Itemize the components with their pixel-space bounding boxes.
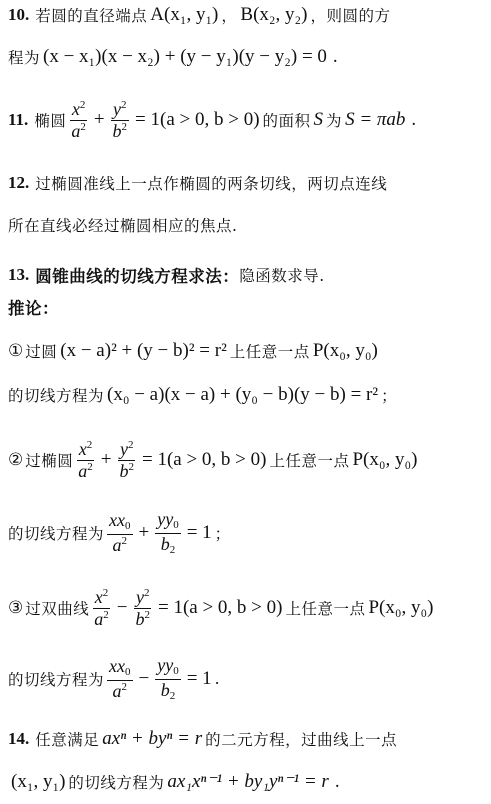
text: 的二元方程，过曲线上一点 (205, 731, 398, 749)
fraction-y2-b2: $\frac{y^2}{b^2}$ (135, 587, 150, 629)
item-number: 10. (8, 5, 30, 24)
point-x1-y1: (x₁, y₁) (11, 770, 66, 792)
fraction-yy0-b2: $\frac{yy_0}{b_2}$ (157, 509, 179, 556)
text: 任意满足 (35, 731, 100, 749)
fraction-yy0-b2: $\frac{yy_0}{b_2}$ (157, 655, 179, 702)
conclusion-label: 推论： (8, 299, 59, 318)
circle-equation: (x − x₁)(x − x₂) + (y − y₁)(y − y₂) = 0 (43, 46, 327, 67)
item-10-line-2 (8, 46, 485, 68)
equation-rhs: = 1 (186, 522, 212, 544)
equation-rhs: = 1 (186, 668, 212, 690)
text: 上任意一点 (285, 600, 366, 619)
punct: . (214, 670, 221, 689)
corollary-1-line-2 (8, 384, 485, 406)
circled-number: ① (8, 341, 24, 361)
corollary-3-line-2: 的切线方程为 $\frac{xx_0}{a^2}$ − $\frac{yy_0}{b_2}$ = 1 . (8, 655, 221, 702)
ellipse-condition: = 1(a > 0, b > 0) (135, 109, 260, 131)
item-number: 14. (8, 729, 30, 748)
text: 椭圆 (34, 112, 67, 131)
item-14-line-1 (8, 728, 485, 750)
ellipse-condition: = 1(a > 0, b > 0) (141, 449, 267, 471)
text: 过椭圆 (25, 452, 74, 471)
text: 所在直线必经过椭圆相应的焦点. (8, 217, 238, 235)
binary-equation: axⁿ + byⁿ = r (102, 728, 203, 749)
item-number: 11. (8, 110, 29, 130)
item-10-line-1 (8, 4, 485, 26)
item-13-title (8, 263, 485, 287)
item-12-line-2 (8, 214, 485, 236)
point-b: B(x₂, y₂) (240, 4, 308, 25)
text: 上任意一点 (269, 452, 350, 471)
item-number: 13. (8, 265, 30, 284)
punct: ； (381, 387, 398, 405)
punct: . (334, 770, 340, 792)
tangent-equation: (x₀ − a)(x − a) + (y₀ − b)(y − b) = r² (107, 384, 379, 405)
text: 若圆的直径端点 (35, 7, 148, 25)
point-p: P(x₀, y₀) (352, 449, 418, 471)
area-formula: S = πab (345, 109, 406, 131)
punct: ； (214, 525, 231, 544)
item-number: 12. (8, 173, 30, 192)
point-p: P(x₀, y₀) (368, 597, 434, 619)
circled-number: ② (8, 450, 24, 471)
corollary-2-line-2: 的切线方程为 $\frac{xx_0}{a^2}$ + $\frac{yy_0}{b_2}$ = 1 ； (8, 509, 231, 556)
text: 上任意一点 (229, 343, 310, 361)
fraction-x2-a2: $\frac{x^2}{a^2}$ (94, 587, 109, 629)
fraction-y2-b2: $\frac{y^2}{b^2}$ (112, 99, 128, 141)
fraction-x2-a2: $\frac{x^2}{a^2}$ (71, 99, 86, 141)
text: 的切线方程为 (8, 671, 105, 690)
text: 的切线方程为 (8, 525, 105, 544)
tangent-equation: ax₁xⁿ⁻¹ + by₁yⁿ⁻¹ = r (167, 771, 329, 792)
text: 过圆 (25, 343, 58, 361)
text: 程为 (8, 49, 41, 67)
text: 过椭圆准线上一点作椭圆的两条切线，两切点连线 (35, 175, 388, 193)
corollary-1-line-1 (8, 340, 485, 362)
text: ， (221, 7, 238, 25)
item-14-line-2 (8, 770, 485, 793)
punct: . (332, 46, 338, 67)
text: 的切线方程为 (68, 773, 165, 792)
text: 为 (326, 112, 343, 131)
hyperbola-condition: = 1(a > 0, b > 0) (157, 597, 283, 619)
punct: . (411, 109, 417, 131)
item-12-line-1 (8, 172, 485, 194)
text: 隐函数求导. (239, 267, 325, 285)
section-title: 圆锥曲线的切线方程求法： (35, 267, 240, 286)
text: 的面积 (262, 112, 311, 131)
text: ，则圆的方 (310, 7, 391, 25)
symbol-s: S (313, 109, 324, 131)
item-11-line: 11. 椭圆 $\frac{x^2}{a^2}$ + $\frac{y^2}{b^2}$ = 1(a > 0, b > 0) 的面积 S 为 S = πab . (8, 99, 417, 141)
fraction-xx0-a2: $\frac{xx_0}{a^2}$ (109, 656, 131, 701)
text: 过双曲线 (25, 600, 90, 619)
point-p: P(x₀, y₀) (312, 340, 378, 361)
fraction-y2-b2: $\frac{y^2}{b^2}$ (119, 439, 134, 481)
text: 的切线方程为 (8, 387, 105, 405)
item-13-conclusion (8, 295, 485, 319)
corollary-2-line-1: ② 过椭圆 $\frac{x^2}{a^2}$ + $\frac{y^2}{b^2}$ = 1(a > 0, b > 0) 上任意一点 P(x₀, y₀) (8, 439, 418, 481)
corollary-3-line-1: ③ 过双曲线 $\frac{x^2}{a^2}$ − $\frac{y^2}{b^2}$ = 1(a > 0, b > 0) 上任意一点 P(x₀, y₀) (8, 587, 434, 629)
circled-number: ③ (8, 598, 24, 619)
circle-equation: (x − a)² + (y − b)² = r² (60, 340, 227, 361)
point-a: A(x₁, y₁) (150, 4, 219, 25)
fraction-x2-a2: $\frac{x^2}{a^2}$ (78, 439, 93, 481)
fraction-xx0-a2: $\frac{xx_0}{a^2}$ (109, 510, 131, 555)
